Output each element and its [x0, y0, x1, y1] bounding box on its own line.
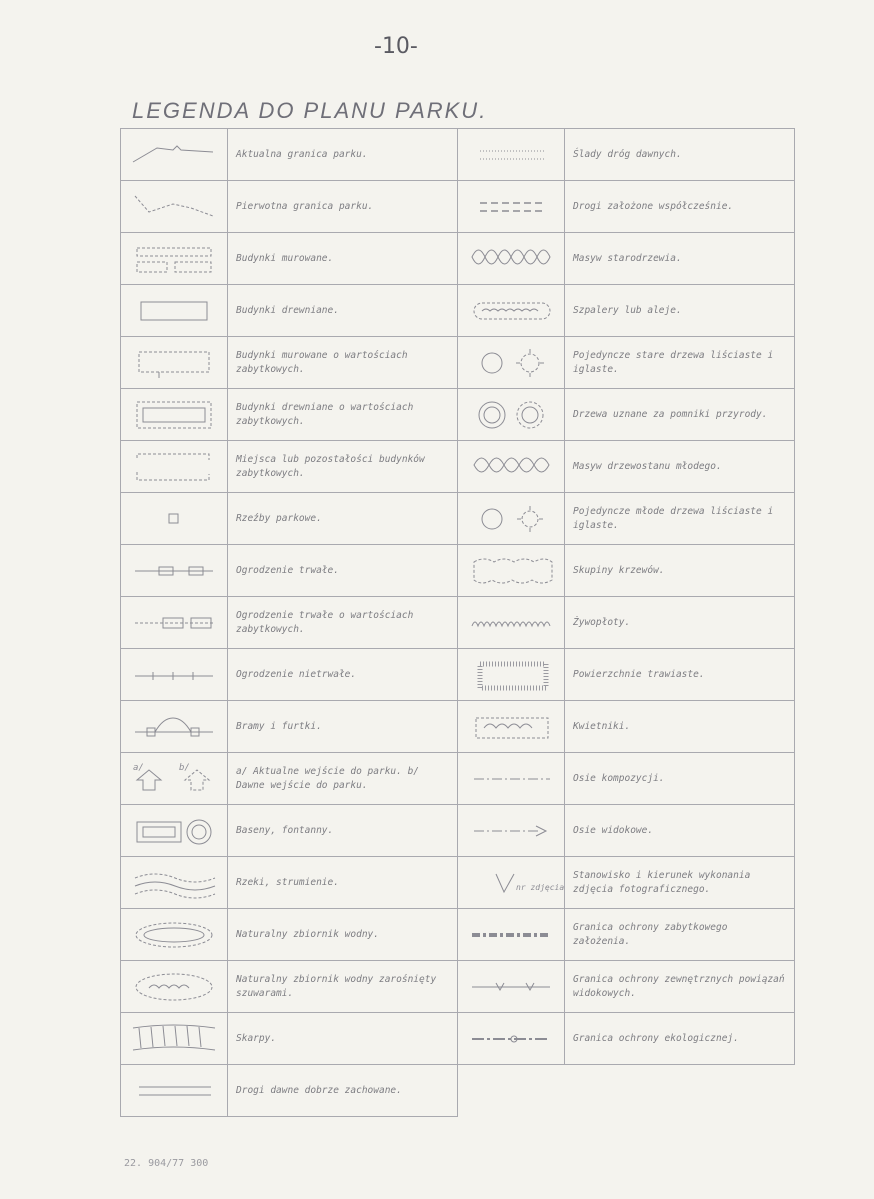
legend-row — [121, 337, 795, 389]
temporary-fence-icon — [129, 656, 219, 694]
preserved-old-road-icon — [129, 1072, 219, 1110]
legend-row — [121, 181, 795, 233]
legend-symbol — [121, 181, 228, 233]
legend-row — [121, 233, 795, 285]
legend-symbol — [458, 233, 565, 285]
current-boundary-line-icon — [129, 136, 219, 174]
legend-symbol — [121, 389, 228, 441]
overgrown-pond-icon — [129, 968, 219, 1006]
legend-label: Ślady dróg dawnych. — [565, 129, 795, 181]
legend-label: Bramy i furtki. — [228, 701, 458, 753]
legend-symbol — [121, 233, 228, 285]
legend-row — [121, 129, 795, 181]
embankment-icon — [129, 1020, 219, 1058]
legend-label: a/ Aktualne wejście do parku. b/ Dawne wejście do parku. — [228, 753, 458, 805]
legend-label: Masyw drzewostanu młodego. — [565, 441, 795, 493]
original-boundary-line-icon — [129, 188, 219, 226]
legend-label: Budynki drewniane o wartościach zabytkowych. — [228, 389, 458, 441]
legend-label: Baseny, fontanny. — [228, 805, 458, 857]
legend-label: Skarpy. — [228, 1013, 458, 1065]
legend-row — [121, 649, 795, 701]
legend-row — [121, 701, 795, 753]
legend-row — [121, 493, 795, 545]
legend-label: Ogrodzenie trwałe. — [228, 545, 458, 597]
legend-label: Granica ochrony ekologicznej. — [565, 1013, 795, 1065]
natural-monument-trees-icon — [466, 396, 556, 434]
brick-building-icon — [129, 240, 219, 278]
legend-label: Stanowisko i kierunek wykonania zdjęcia fotograficznego. — [565, 857, 795, 909]
legend-symbol — [458, 649, 565, 701]
svg-text:b/: b/ — [179, 762, 190, 773]
legend-label: Rzeki, strumienie. — [228, 857, 458, 909]
legend-row — [121, 441, 795, 493]
hedge-icon — [466, 604, 556, 642]
lawn-surface-icon — [466, 656, 556, 694]
legend-label: Pojedyncze młode drzewa liściaste i iglaste. — [565, 493, 795, 545]
legend-symbol — [458, 285, 565, 337]
legend-symbol — [121, 753, 228, 805]
legend-symbol — [458, 961, 565, 1013]
legend-label: Aktualna granica parku. — [228, 129, 458, 181]
legend-label: Pierwotna granica parku. — [228, 181, 458, 233]
legend-label: Granica ochrony zewnętrznych powiązań widokowych. — [565, 961, 795, 1013]
historic-fence-icon — [129, 604, 219, 642]
shrub-groups-icon — [466, 552, 556, 590]
young-tree-mass-icon — [466, 448, 556, 486]
legend-symbol — [458, 545, 565, 597]
legend-row — [121, 389, 795, 441]
legend-symbol — [121, 649, 228, 701]
legend-row — [121, 285, 795, 337]
legend-label: Szpalery lub aleje. — [565, 285, 795, 337]
legend-row — [121, 805, 795, 857]
legend-row — [121, 597, 795, 649]
legend-label: Powierzchnie trawiaste. — [565, 649, 795, 701]
legend-label: Masyw starodrzewia. — [565, 233, 795, 285]
legend-label: Budynki murowane o wartościach zabytkowych. — [228, 337, 458, 389]
footer-code: 22. 904/77 300 — [124, 1158, 209, 1169]
tree-rows-icon — [466, 292, 556, 330]
legend-table — [120, 128, 795, 1117]
monument-protection-boundary-icon — [466, 916, 556, 954]
legend-symbol — [458, 753, 565, 805]
legend-symbol — [121, 285, 228, 337]
legend-symbol — [121, 441, 228, 493]
sculpture-icon — [129, 500, 219, 538]
legend-label: Osie kompozycji. — [565, 753, 795, 805]
flower-bed-icon — [466, 708, 556, 746]
legend-label: Ogrodzenie nietrwałe. — [228, 649, 458, 701]
legend-symbol — [458, 805, 565, 857]
empty-cell — [565, 1065, 795, 1117]
historic-brick-building-icon — [129, 344, 219, 382]
legend-label: Miejsca lub pozostałości budynków zabytkowych. — [228, 441, 458, 493]
building-remains-icon — [129, 448, 219, 486]
legend-label: Naturalny zbiornik wodny zarośnięty szuwarami. — [228, 961, 458, 1013]
legend-label: Kwietniki. — [565, 701, 795, 753]
external-view-protection-boundary-icon — [466, 968, 556, 1006]
legend-symbol — [121, 909, 228, 961]
empty-cell — [458, 1065, 565, 1117]
legend-symbol — [458, 493, 565, 545]
legend-symbol — [121, 1065, 228, 1117]
legend-symbol — [458, 389, 565, 441]
page-title: LEGENDA DO PLANU PARKU. — [132, 98, 488, 123]
legend-symbol — [121, 805, 228, 857]
legend-label: Żywopłoty. — [565, 597, 795, 649]
legend-symbol — [458, 909, 565, 961]
legend-row — [121, 909, 795, 961]
single-old-trees-icon — [466, 344, 556, 382]
pool-fountain-icon — [129, 812, 219, 850]
legend-symbol — [458, 701, 565, 753]
legend-symbol — [121, 857, 228, 909]
single-young-trees-icon — [466, 500, 556, 538]
legend-row — [121, 545, 795, 597]
legend-symbol — [458, 181, 565, 233]
legend-symbol — [458, 441, 565, 493]
composition-axis-icon — [466, 760, 556, 798]
legend-symbol — [121, 701, 228, 753]
legend-label: Skupiny krzewów. — [565, 545, 795, 597]
legend-symbol — [121, 1013, 228, 1065]
legend-label: Drogi dawne dobrze zachowane. — [228, 1065, 458, 1117]
dotted-road-traces-icon — [466, 136, 556, 174]
legend-row — [121, 1013, 795, 1065]
legend-label: Budynki murowane. — [228, 233, 458, 285]
legend-symbol — [121, 129, 228, 181]
legend-label: Granica ochrony zabytkowego założenia. — [565, 909, 795, 961]
legend-row — [121, 857, 795, 909]
legend-symbol — [121, 545, 228, 597]
historic-wooden-building-icon — [129, 396, 219, 434]
legend-row — [121, 961, 795, 1013]
permanent-fence-icon — [129, 552, 219, 590]
legend-row — [121, 753, 795, 805]
legend-label: Ogrodzenie trwałe o wartościach zabytkowych. — [228, 597, 458, 649]
old-tree-mass-icon — [466, 240, 556, 278]
legend-label: Rzeźby parkowe. — [228, 493, 458, 545]
wooden-building-icon — [129, 292, 219, 330]
page-number: -10- — [374, 34, 418, 59]
legend-symbol — [121, 961, 228, 1013]
legend-label: Pojedyncze stare drzewa liściaste i iglaste. — [565, 337, 795, 389]
legend-symbol — [458, 337, 565, 389]
legend-symbol — [121, 337, 228, 389]
legend-label: Drzewa uznane za pomniki przyrody. — [565, 389, 795, 441]
legend-row — [121, 1065, 795, 1117]
legend-symbol — [458, 857, 565, 909]
legend-label: Budynki drewniane. — [228, 285, 458, 337]
legend-symbol — [458, 597, 565, 649]
legend-label: Naturalny zbiornik wodny. — [228, 909, 458, 961]
svg-text:a/: a/ — [133, 762, 144, 773]
photo-number-label: nr zdjęcia — [516, 882, 565, 892]
legend-symbol — [121, 597, 228, 649]
photo-position-icon — [466, 864, 565, 902]
legend-symbol — [121, 493, 228, 545]
ecological-protection-boundary-icon — [466, 1020, 556, 1058]
entrance-arrows-icon — [129, 760, 219, 798]
river-stream-icon — [129, 864, 219, 902]
gate-icon — [129, 708, 219, 746]
natural-pond-icon — [129, 916, 219, 954]
legend-symbol — [458, 1013, 565, 1065]
legend-label: Osie widokowe. — [565, 805, 795, 857]
legend-label: Drogi założone współcześnie. — [565, 181, 795, 233]
view-axis-icon — [466, 812, 556, 850]
legend-symbol — [458, 129, 565, 181]
dashed-modern-road-icon — [466, 188, 556, 226]
